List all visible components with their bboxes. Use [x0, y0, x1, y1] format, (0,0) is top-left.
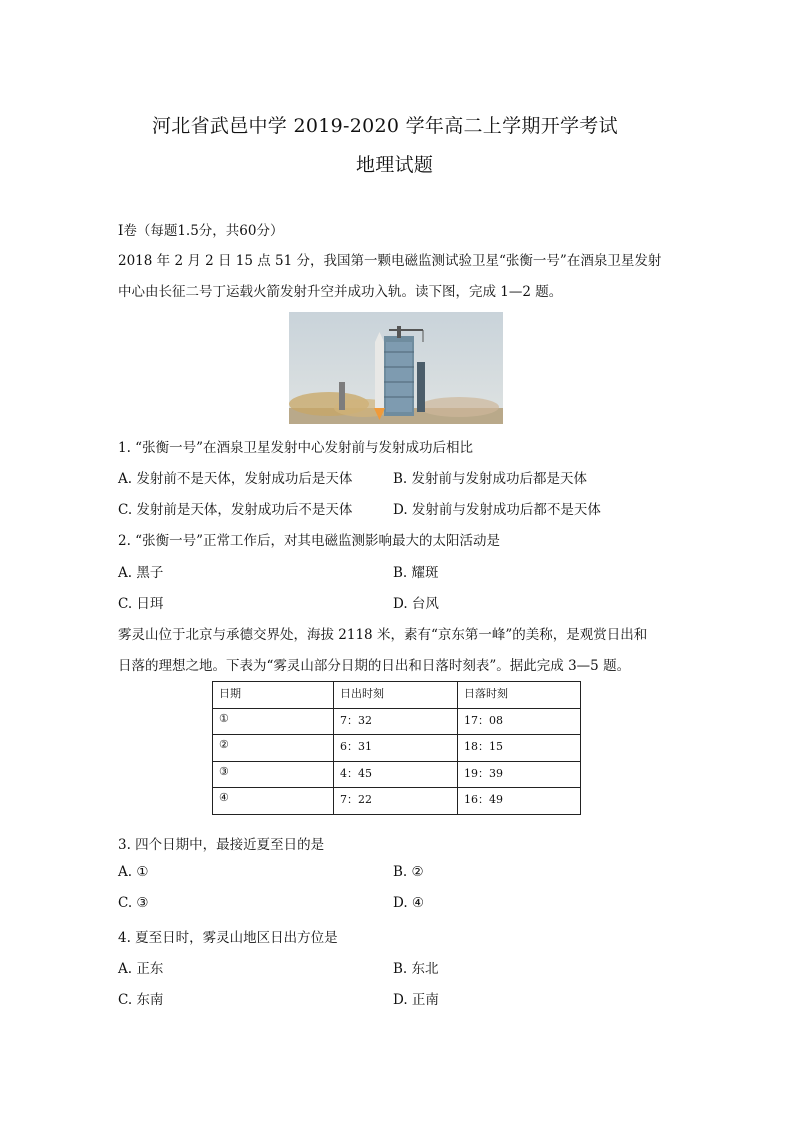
- question-1-option-a: A. 发射前不是天体，发射成功后是天体: [118, 471, 353, 487]
- table-header-sunrise: 日出时刻: [334, 682, 458, 709]
- table-header-sunset: 日落时刻: [458, 682, 581, 709]
- table-row: [213, 788, 581, 815]
- rocket-launch-photo: [289, 312, 503, 424]
- sunrise-sunset-table: [212, 681, 581, 815]
- page-title: 河北省武邑中学 2019-2020 学年高二上学期开学考试: [152, 115, 618, 137]
- question-3-option-c: C. ③: [118, 895, 149, 911]
- intro1-line2: 中心由长征二号丁运载火箭发射升空并成功入轨。读下图，完成 1—2 题。: [118, 284, 563, 300]
- table-row: [213, 708, 581, 735]
- table-row: [213, 761, 581, 788]
- question-2-option-c: C. 日珥: [118, 596, 164, 612]
- section-header: Ⅰ卷（每题1.5分，共60分）: [118, 223, 284, 239]
- intro2-line1: 雾灵山位于北京与承德交界处，海拔 2118 米，素有“京东第一峰”的美称，是观赏日出和: [118, 627, 648, 643]
- page-subtitle: 地理试题: [356, 154, 434, 176]
- question-3-option-a: A. ①: [118, 864, 149, 880]
- question-2-stem: 2. “张衡一号”正常工作后，对其电磁监测影响最大的太阳活动是: [118, 533, 500, 549]
- table-header-row: [213, 682, 581, 709]
- table-cell: 4：45: [334, 761, 458, 788]
- question-1-option-c: C. 发射前是天体，发射成功后不是天体: [118, 502, 353, 518]
- question-4-option-b: B. 东北: [393, 961, 439, 977]
- question-1-stem: 1. “张衡一号”在酒泉卫星发射中心发射前与发射成功后相比: [118, 440, 473, 456]
- table-cell: ③: [213, 761, 334, 788]
- question-4-option-d: D. 正南: [393, 992, 439, 1008]
- table-cell: 19：39: [458, 761, 581, 788]
- table-cell: ①: [213, 708, 334, 735]
- table-header-date: 日期: [213, 682, 334, 709]
- intro2-line2: 日落的理想之地。下表为“雾灵山部分日期的日出和日落时刻表”。据此完成 3—5 题。: [118, 658, 631, 674]
- table-cell: ②: [213, 735, 334, 762]
- table-cell: 17：08: [458, 708, 581, 735]
- question-4-option-c: C. 东南: [118, 992, 164, 1008]
- question-3-stem: 3. 四个日期中，最接近夏至日的是: [118, 837, 325, 853]
- table-row: [213, 735, 581, 762]
- question-3-option-d: D. ④: [393, 895, 425, 911]
- table-cell: 16：49: [458, 788, 581, 815]
- table-cell: 7：22: [334, 788, 458, 815]
- table-cell: ④: [213, 788, 334, 815]
- question-2-option-b: B. 耀斑: [393, 565, 439, 581]
- question-1-option-d: D. 发射前与发射成功后都不是天体: [393, 502, 601, 518]
- question-2-option-a: A. 黑子: [118, 565, 164, 581]
- table-cell: 6：31: [334, 735, 458, 762]
- question-1-option-b: B. 发射前与发射成功后都是天体: [393, 471, 588, 487]
- question-3-option-b: B. ②: [393, 864, 424, 880]
- table-cell: 18：15: [458, 735, 581, 762]
- intro1-line1: 2018 年 2 月 2 日 15 点 51 分，我国第一颗电磁监测试验卫星“张衡一号”在酒泉卫星发射: [118, 253, 662, 269]
- question-4-stem: 4. 夏至日时，雾灵山地区日出方位是: [118, 930, 338, 946]
- table-cell: 7：32: [334, 708, 458, 735]
- question-2-option-d: D. 台风: [393, 596, 439, 612]
- question-4-option-a: A. 正东: [118, 961, 164, 977]
